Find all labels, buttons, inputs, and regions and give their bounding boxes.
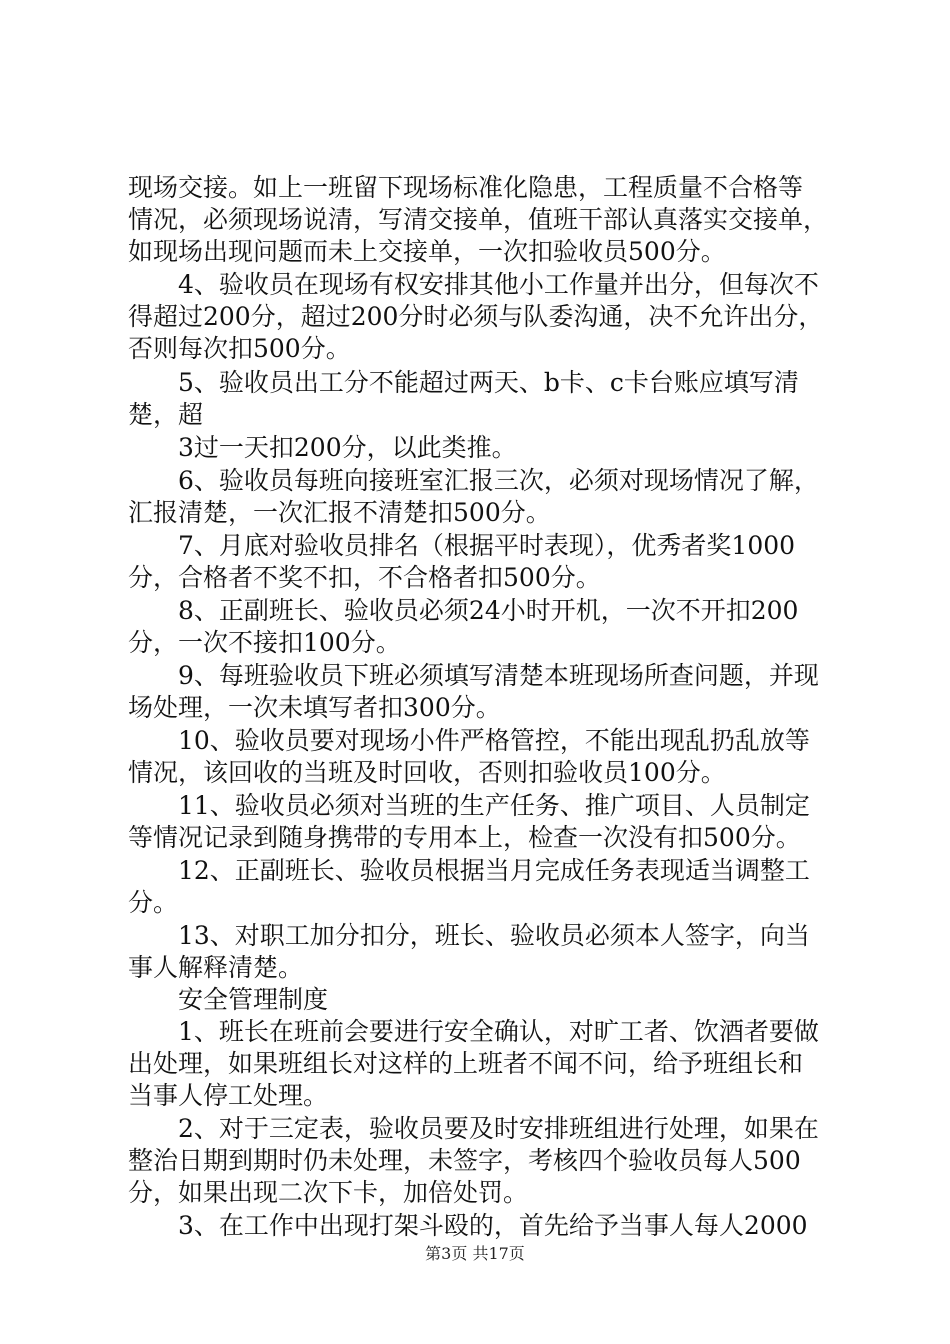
text-line: 12、正副班长、验收员根据当月完成任务表现适当调整工 — [178, 856, 810, 885]
text-line: 分，如果出现二次下卡，加倍处罚。 — [128, 1178, 529, 1207]
text-line: 2、对于三定表，验收员要及时安排班组进行处理，如果在 — [178, 1114, 819, 1143]
text-line: 汇报清楚，一次汇报不清楚扣500分。 — [128, 498, 551, 527]
text-line: 13、对职工加分扣分，班长、验收员必须本人签字，向当 — [178, 921, 810, 950]
text-line: 如现场出现问题而未上交接单，一次扣验收员500分。 — [128, 237, 726, 266]
text-line: 分，合格者不奖不扣，不合格者扣500分。 — [128, 563, 601, 592]
text-line: 当事人停工处理。 — [128, 1081, 329, 1110]
text-line: 1、班长在班前会要进行安全确认，对旷工者、饮酒者要做 — [178, 1017, 819, 1046]
text-line: 情况，该回收的当班及时回收，否则扣验收员100分。 — [128, 758, 726, 787]
text-line: 3、在工作中出现打架斗殴的，首先给予当事人每人2000 — [178, 1211, 808, 1240]
text-line: 出处理，如果班组长对这样的上班者不闻不问，给予班组长和 — [128, 1049, 804, 1078]
section-heading: 安全管理制度 — [178, 985, 329, 1014]
text-line: 11、验收员必须对当班的生产任务、推广项目、人员制定 — [178, 791, 810, 820]
text-line: 楚，超 — [128, 400, 204, 429]
text-line: 否则每次扣500分。 — [128, 334, 351, 363]
text-line: 分，一次不接扣100分。 — [128, 628, 401, 657]
text-line: 事人解释清楚。 — [128, 953, 304, 982]
text-line: 3过一天扣200分，以此类推。 — [178, 433, 517, 462]
text-line: 10、验收员要对现场小件严格管控，不能出现乱扔乱放等 — [178, 726, 810, 755]
text-line: 等情况记录到随身携带的专用本上，检查一次没有扣500分。 — [128, 823, 801, 852]
text-line: 整治日期到期时仍未处理，未签字，考核四个验收员每人500 — [128, 1146, 801, 1175]
text-line: 9、每班验收员下班必须填写清楚本班现场所查问题，并现 — [178, 661, 819, 690]
page-footer — [0, 1244, 950, 1264]
text-line: 8、正副班长、验收员必须24小时开机，一次不开扣200 — [178, 596, 799, 625]
text-line: 情况，必须现场说清，写清交接单，值班干部认真落实交接单， — [128, 205, 829, 234]
page-number-label: 第3页 共17页 — [425, 1244, 525, 1263]
text-line: 得超过200分，超过200分时必须与队委沟通，决不允许出分， — [128, 302, 824, 331]
text-line: 场处理，一次未填写者扣300分。 — [128, 693, 501, 722]
text-line: 5、验收员出工分不能超过两天、b卡、c卡台账应填写清 — [178, 368, 799, 397]
text-line: 现场交接。如上一班留下现场标准化隐患，工程质量不合格等 — [128, 173, 804, 202]
text-line: 7、月底对验收员排名（根据平时表现），优秀者奖1000 — [178, 531, 796, 560]
text-line: 分。 — [128, 888, 179, 917]
text-line: 4、验收员在现场有权安排其他小工作量并出分，但每次不 — [178, 270, 819, 299]
text-line: 6、验收员每班向接班室汇报三次，必须对现场情况了解， — [178, 466, 819, 495]
